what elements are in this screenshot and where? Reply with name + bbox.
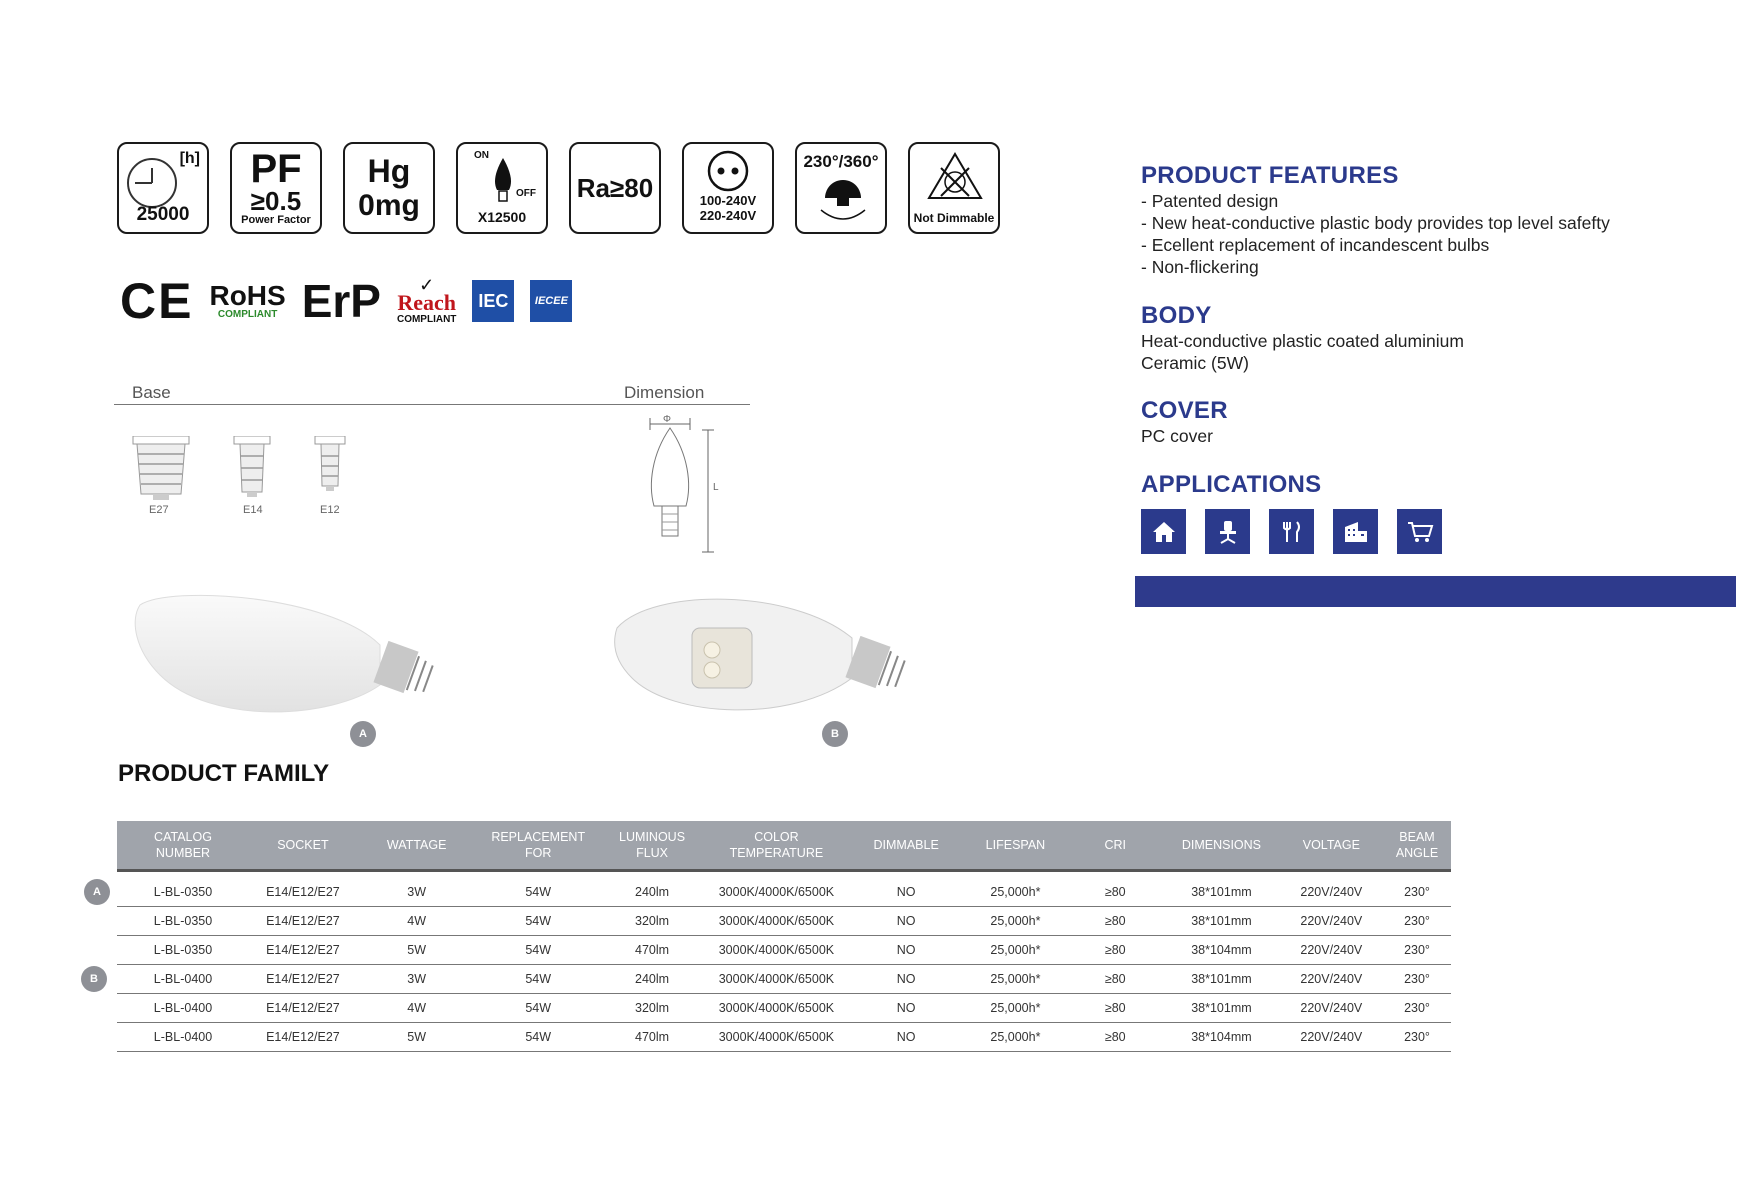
- table-row: [117, 871, 1451, 907]
- table-cell: 240lm: [600, 871, 704, 907]
- table-cell: 220V/240V: [1280, 965, 1383, 994]
- product-a-badge: A: [350, 721, 376, 747]
- base-label: Base: [132, 383, 171, 402]
- table-cell: 54W: [477, 936, 600, 965]
- table-cell: 230°: [1383, 871, 1451, 907]
- column-header-line: FLUX: [636, 846, 669, 860]
- socket-label-e27: E27: [149, 504, 169, 516]
- table-cell: 25,000h*: [964, 907, 1068, 936]
- table-cell: L-BL-0400: [117, 994, 249, 1023]
- body-line: Heat-conductive plastic coated aluminium: [1141, 331, 1464, 351]
- table-cell: 5W: [357, 936, 477, 965]
- table-cell: 38*104mm: [1163, 936, 1279, 965]
- table-cell: E14/E12/E27: [249, 907, 357, 936]
- socket-label-e12: E12: [320, 504, 340, 516]
- column-header-line: DIMENSIONS: [1181, 838, 1262, 852]
- certification-logos: [120, 272, 572, 330]
- off-label: OFF: [516, 188, 536, 199]
- applications-section: [1141, 471, 1322, 499]
- column-header: [600, 821, 704, 871]
- table-cell: L-BL-0350: [117, 871, 249, 907]
- switching-spec: [456, 142, 548, 234]
- table-cell: NO: [849, 871, 964, 907]
- reach-caption: COMPLIANT: [396, 313, 457, 325]
- column-header-line: COLOR: [754, 830, 799, 844]
- table-cell: ≥80: [1067, 936, 1163, 965]
- candle-bulb-icon: [491, 156, 515, 208]
- product-family-table: [117, 821, 1451, 1052]
- length-label: L: [713, 482, 719, 493]
- dimmable-label: Not Dimmable: [913, 211, 995, 225]
- column-header: [1383, 821, 1451, 871]
- table-cell: 4W: [357, 907, 477, 936]
- column-header-line: WATTAGE: [386, 838, 447, 852]
- table-cell: L-BL-0400: [117, 965, 249, 994]
- voltage-spec: [682, 142, 774, 234]
- feature-item: - New heat-conductive plastic body provides top level safefty: [1141, 213, 1610, 233]
- table-cell: E14/E12/E27: [249, 994, 357, 1023]
- body-section: [1141, 302, 1464, 374]
- table-cell: 25,000h*: [964, 871, 1068, 907]
- column-header: [849, 821, 964, 871]
- on-label: ON: [474, 150, 489, 161]
- table-body: [117, 871, 1451, 1052]
- table-cell: 220V/240V: [1280, 936, 1383, 965]
- table-cell: NO: [849, 965, 964, 994]
- table-cell: 220V/240V: [1280, 994, 1383, 1023]
- home-icon: [1141, 509, 1186, 554]
- table-cell: 54W: [477, 1023, 600, 1052]
- table-cell: 54W: [477, 994, 600, 1023]
- table-cell: E14/E12/E27: [249, 1023, 357, 1052]
- clock-icon: [125, 156, 179, 210]
- table-cell: 220V/240V: [1280, 907, 1383, 936]
- e27-socket-icon: [131, 436, 191, 502]
- table-cell: 3000K/4000K/6500K: [704, 994, 848, 1023]
- shopping-cart-icon: [1397, 509, 1442, 554]
- pf-value: ≥0.5: [250, 185, 302, 216]
- column-header-line: LIFESPAN: [985, 838, 1046, 852]
- table-cell: L-BL-0350: [117, 907, 249, 936]
- voltage-line1: 100-240V: [699, 193, 757, 208]
- table-cell: 38*101mm: [1163, 965, 1279, 994]
- column-header-line: VOLTAGE: [1302, 838, 1360, 852]
- table-cell: 3000K/4000K/6500K: [704, 871, 848, 907]
- spec-icons: [117, 142, 1000, 234]
- column-header-line: CATALOG: [154, 830, 212, 844]
- table-cell: 38*101mm: [1163, 871, 1279, 907]
- column-header-line: DIMMABLE: [873, 838, 939, 852]
- table-cell: ≥80: [1067, 907, 1163, 936]
- cri-value: Ra≥80: [576, 173, 654, 203]
- rohs-text: RoHS: [209, 279, 286, 311]
- table-cell: E14/E12/E27: [249, 871, 357, 907]
- table-cell: 25,000h*: [964, 936, 1068, 965]
- table-cell: 54W: [477, 907, 600, 936]
- column-header-line: REPLACEMENT: [491, 830, 586, 844]
- column-header: [1067, 821, 1163, 871]
- table-cell: 320lm: [600, 907, 704, 936]
- table-cell: NO: [849, 994, 964, 1023]
- table-cell: 3W: [357, 965, 477, 994]
- table-cell: 3W: [357, 871, 477, 907]
- ce-mark: CE: [120, 273, 194, 329]
- table-cell: 470lm: [600, 1023, 704, 1052]
- checkmark-icon: ✓: [419, 274, 435, 295]
- applications-title: APPLICATIONS: [1141, 471, 1322, 498]
- product-b-badge: B: [822, 721, 848, 747]
- column-header: [117, 821, 249, 871]
- table-cell: 230°: [1383, 936, 1451, 965]
- feature-item: - Non-flickering: [1141, 257, 1259, 277]
- switch-cycles: X12500: [477, 209, 527, 225]
- lifetime-value: 25000: [136, 204, 190, 225]
- table-cell: 220V/240V: [1280, 1023, 1383, 1052]
- office-chair-icon: [1205, 509, 1250, 554]
- cri-spec: [569, 142, 661, 234]
- application-icons: [1141, 509, 1442, 554]
- not-dimmable-icon: [925, 150, 985, 204]
- table-cell: NO: [849, 1023, 964, 1052]
- body-title: BODY: [1141, 302, 1212, 329]
- pf-caption: Power Factor: [241, 213, 311, 226]
- table-cell: ≥80: [1067, 965, 1163, 994]
- table-row: [117, 965, 1451, 994]
- table-cell: ≥80: [1067, 994, 1163, 1023]
- table-cell: 54W: [477, 965, 600, 994]
- table-cell: 38*104mm: [1163, 1023, 1279, 1052]
- lifetime-unit: [h]: [179, 150, 200, 167]
- dimension-drawing: [630, 414, 740, 554]
- row-badge-a: A: [84, 879, 110, 905]
- beam-spec: [795, 142, 887, 234]
- beam-angle-icon: [813, 176, 873, 228]
- table-row: [117, 1023, 1451, 1052]
- dimension-label: Dimension: [624, 383, 705, 402]
- table-cell: 230°: [1383, 994, 1451, 1023]
- body-line: Ceramic (5W): [1141, 353, 1249, 373]
- accent-bar: [1135, 576, 1736, 607]
- table-cell: ≥80: [1067, 871, 1163, 907]
- table-cell: 230°: [1383, 907, 1451, 936]
- column-header: [357, 821, 477, 871]
- hotel-icon: [1333, 509, 1378, 554]
- table-cell: 5W: [357, 1023, 477, 1052]
- features-section: [1141, 162, 1610, 278]
- feature-item: - Patented design: [1141, 191, 1279, 211]
- dimmable-spec: [908, 142, 1000, 234]
- reach-logo: [396, 274, 457, 325]
- row-badge-b: B: [81, 966, 107, 992]
- column-header-line: ANGLE: [1395, 846, 1439, 860]
- table-cell: 3000K/4000K/6500K: [704, 965, 848, 994]
- table-cell: 54W: [477, 871, 600, 907]
- table-cell: L-BL-0400: [117, 1023, 249, 1052]
- lifetime-spec: [117, 142, 209, 234]
- table-cell: 240lm: [600, 965, 704, 994]
- table-cell: 3000K/4000K/6500K: [704, 936, 848, 965]
- column-header: [249, 821, 357, 871]
- table-cell: 230°: [1383, 1023, 1451, 1052]
- beam-value: 230°/360°: [803, 152, 879, 171]
- iec-logo: IEC: [472, 280, 514, 322]
- table-cell: 25,000h*: [964, 994, 1068, 1023]
- cover-title: COVER: [1141, 397, 1228, 424]
- section-divider: [114, 404, 750, 405]
- voltage-line2: 220-240V: [699, 208, 757, 223]
- table-cell: 38*101mm: [1163, 994, 1279, 1023]
- column-header-line: NUMBER: [155, 846, 211, 860]
- table-cell: 25,000h*: [964, 1023, 1068, 1052]
- table-cell: 220V/240V: [1280, 871, 1383, 907]
- features-title: PRODUCT FEATURES: [1141, 162, 1399, 189]
- column-header-line: LUMINOUS: [619, 830, 686, 844]
- table-cell: 38*101mm: [1163, 907, 1279, 936]
- product-family-title: PRODUCT FAMILY: [118, 760, 330, 787]
- e14-socket-icon: [232, 436, 272, 498]
- rohs-caption: COMPLIANT: [217, 308, 278, 320]
- table-header-row: [117, 821, 1451, 871]
- table-row: [117, 907, 1451, 936]
- table-cell: 320lm: [600, 994, 704, 1023]
- column-header-line: SOCKET: [277, 838, 329, 852]
- erp-logo: ErP: [301, 275, 381, 327]
- table-cell: E14/E12/E27: [249, 936, 357, 965]
- hg-value: 0mg: [358, 189, 420, 222]
- table-cell: 3000K/4000K/6500K: [704, 907, 848, 936]
- column-header-line: TEMPERATURE: [729, 846, 824, 860]
- table-cell: L-BL-0350: [117, 936, 249, 965]
- power-factor-spec: [230, 142, 322, 234]
- rohs-logo: [209, 279, 286, 320]
- iecee-logo: IECEE: [530, 280, 572, 322]
- restaurant-icon: [1269, 509, 1314, 554]
- table-cell: ≥80: [1067, 1023, 1163, 1052]
- table-row: [117, 936, 1451, 965]
- hg-label: Hg: [367, 153, 411, 189]
- column-header: [964, 821, 1068, 871]
- product-b-photo: [612, 588, 932, 738]
- reach-text: Reach: [397, 289, 457, 315]
- column-header-line: FOR: [525, 846, 552, 860]
- table-cell: NO: [849, 936, 964, 965]
- table-cell: 4W: [357, 994, 477, 1023]
- column-header: [1163, 821, 1279, 871]
- table-cell: 25,000h*: [964, 965, 1068, 994]
- mercury-spec: [343, 142, 435, 234]
- cover-section: [1141, 397, 1228, 447]
- table-cell: E14/E12/E27: [249, 965, 357, 994]
- column-header-line: CRI: [1104, 838, 1126, 852]
- pf-label: PF: [250, 146, 302, 191]
- phi-label: Φ: [663, 414, 671, 425]
- column-header: [477, 821, 600, 871]
- cover-line: PC cover: [1141, 426, 1213, 446]
- table-row: [117, 994, 1451, 1023]
- table-cell: 230°: [1383, 965, 1451, 994]
- e12-socket-icon: [313, 436, 347, 492]
- socket-label-e14: E14: [243, 504, 263, 516]
- table-cell: 470lm: [600, 936, 704, 965]
- column-header: [704, 821, 848, 871]
- socket-outlet-icon: [706, 149, 750, 193]
- table-cell: 3000K/4000K/6500K: [704, 1023, 848, 1052]
- feature-item: - Ecellent replacement of incandescent bulbs: [1141, 235, 1490, 255]
- table-cell: NO: [849, 907, 964, 936]
- product-a-photo: [130, 585, 450, 735]
- column-header: [1280, 821, 1383, 871]
- column-header-line: BEAM: [1399, 830, 1435, 844]
